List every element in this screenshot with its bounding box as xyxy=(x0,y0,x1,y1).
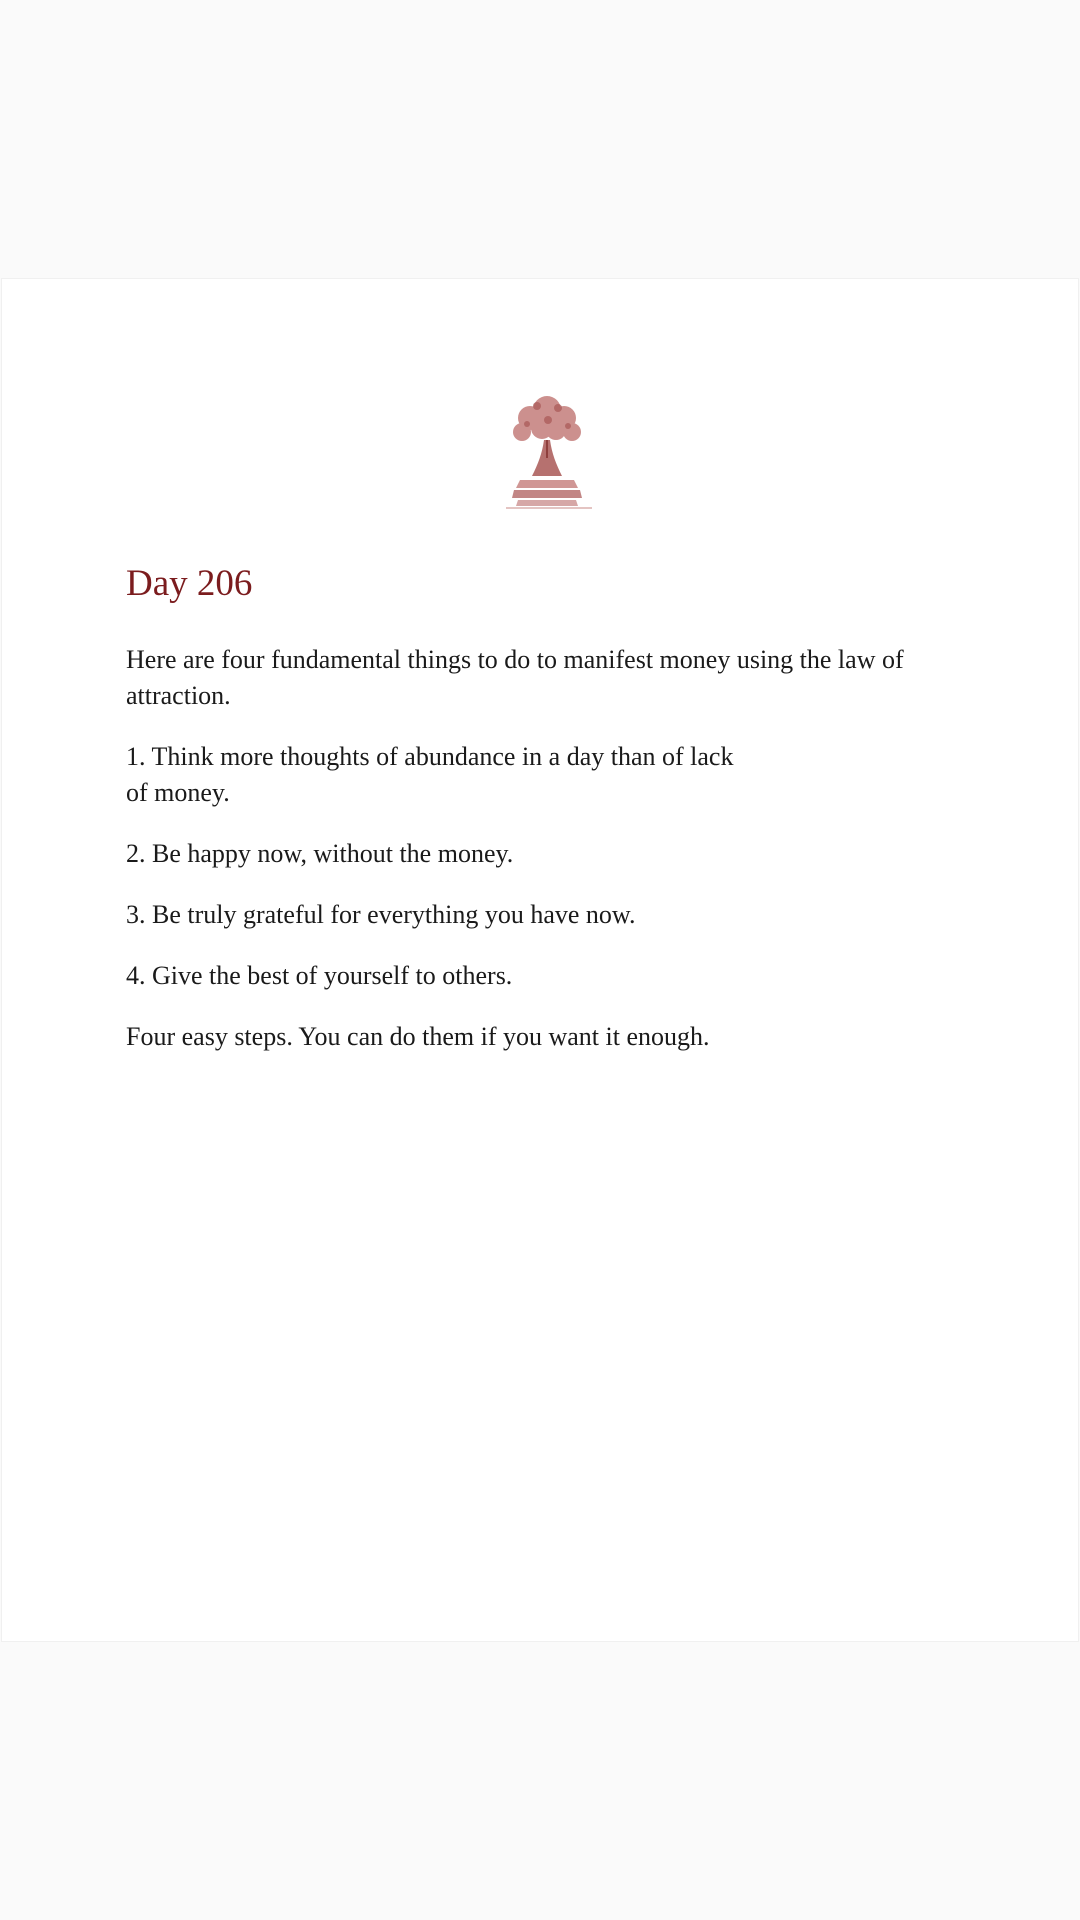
step-item: 1. Think more thoughts of abundance in a day than of lack of money. xyxy=(126,742,734,807)
step-item: 4. Give the best of yourself to others. xyxy=(126,961,513,990)
intro-paragraph: Here are four fundamental things to do to manifest money using the law of attraction. xyxy=(126,645,904,710)
step-item: 3. Be truly grateful for everything you have now. xyxy=(126,900,636,929)
entry-body xyxy=(126,642,961,1080)
closing-paragraph: Four easy steps. You can do them if you want it enough. xyxy=(126,1022,710,1051)
step-item: 2. Be happy now, without the money. xyxy=(126,839,514,868)
tree-with-books-icon xyxy=(492,388,602,518)
day-title: Day 206 xyxy=(126,563,253,604)
book-page xyxy=(2,279,1078,1641)
